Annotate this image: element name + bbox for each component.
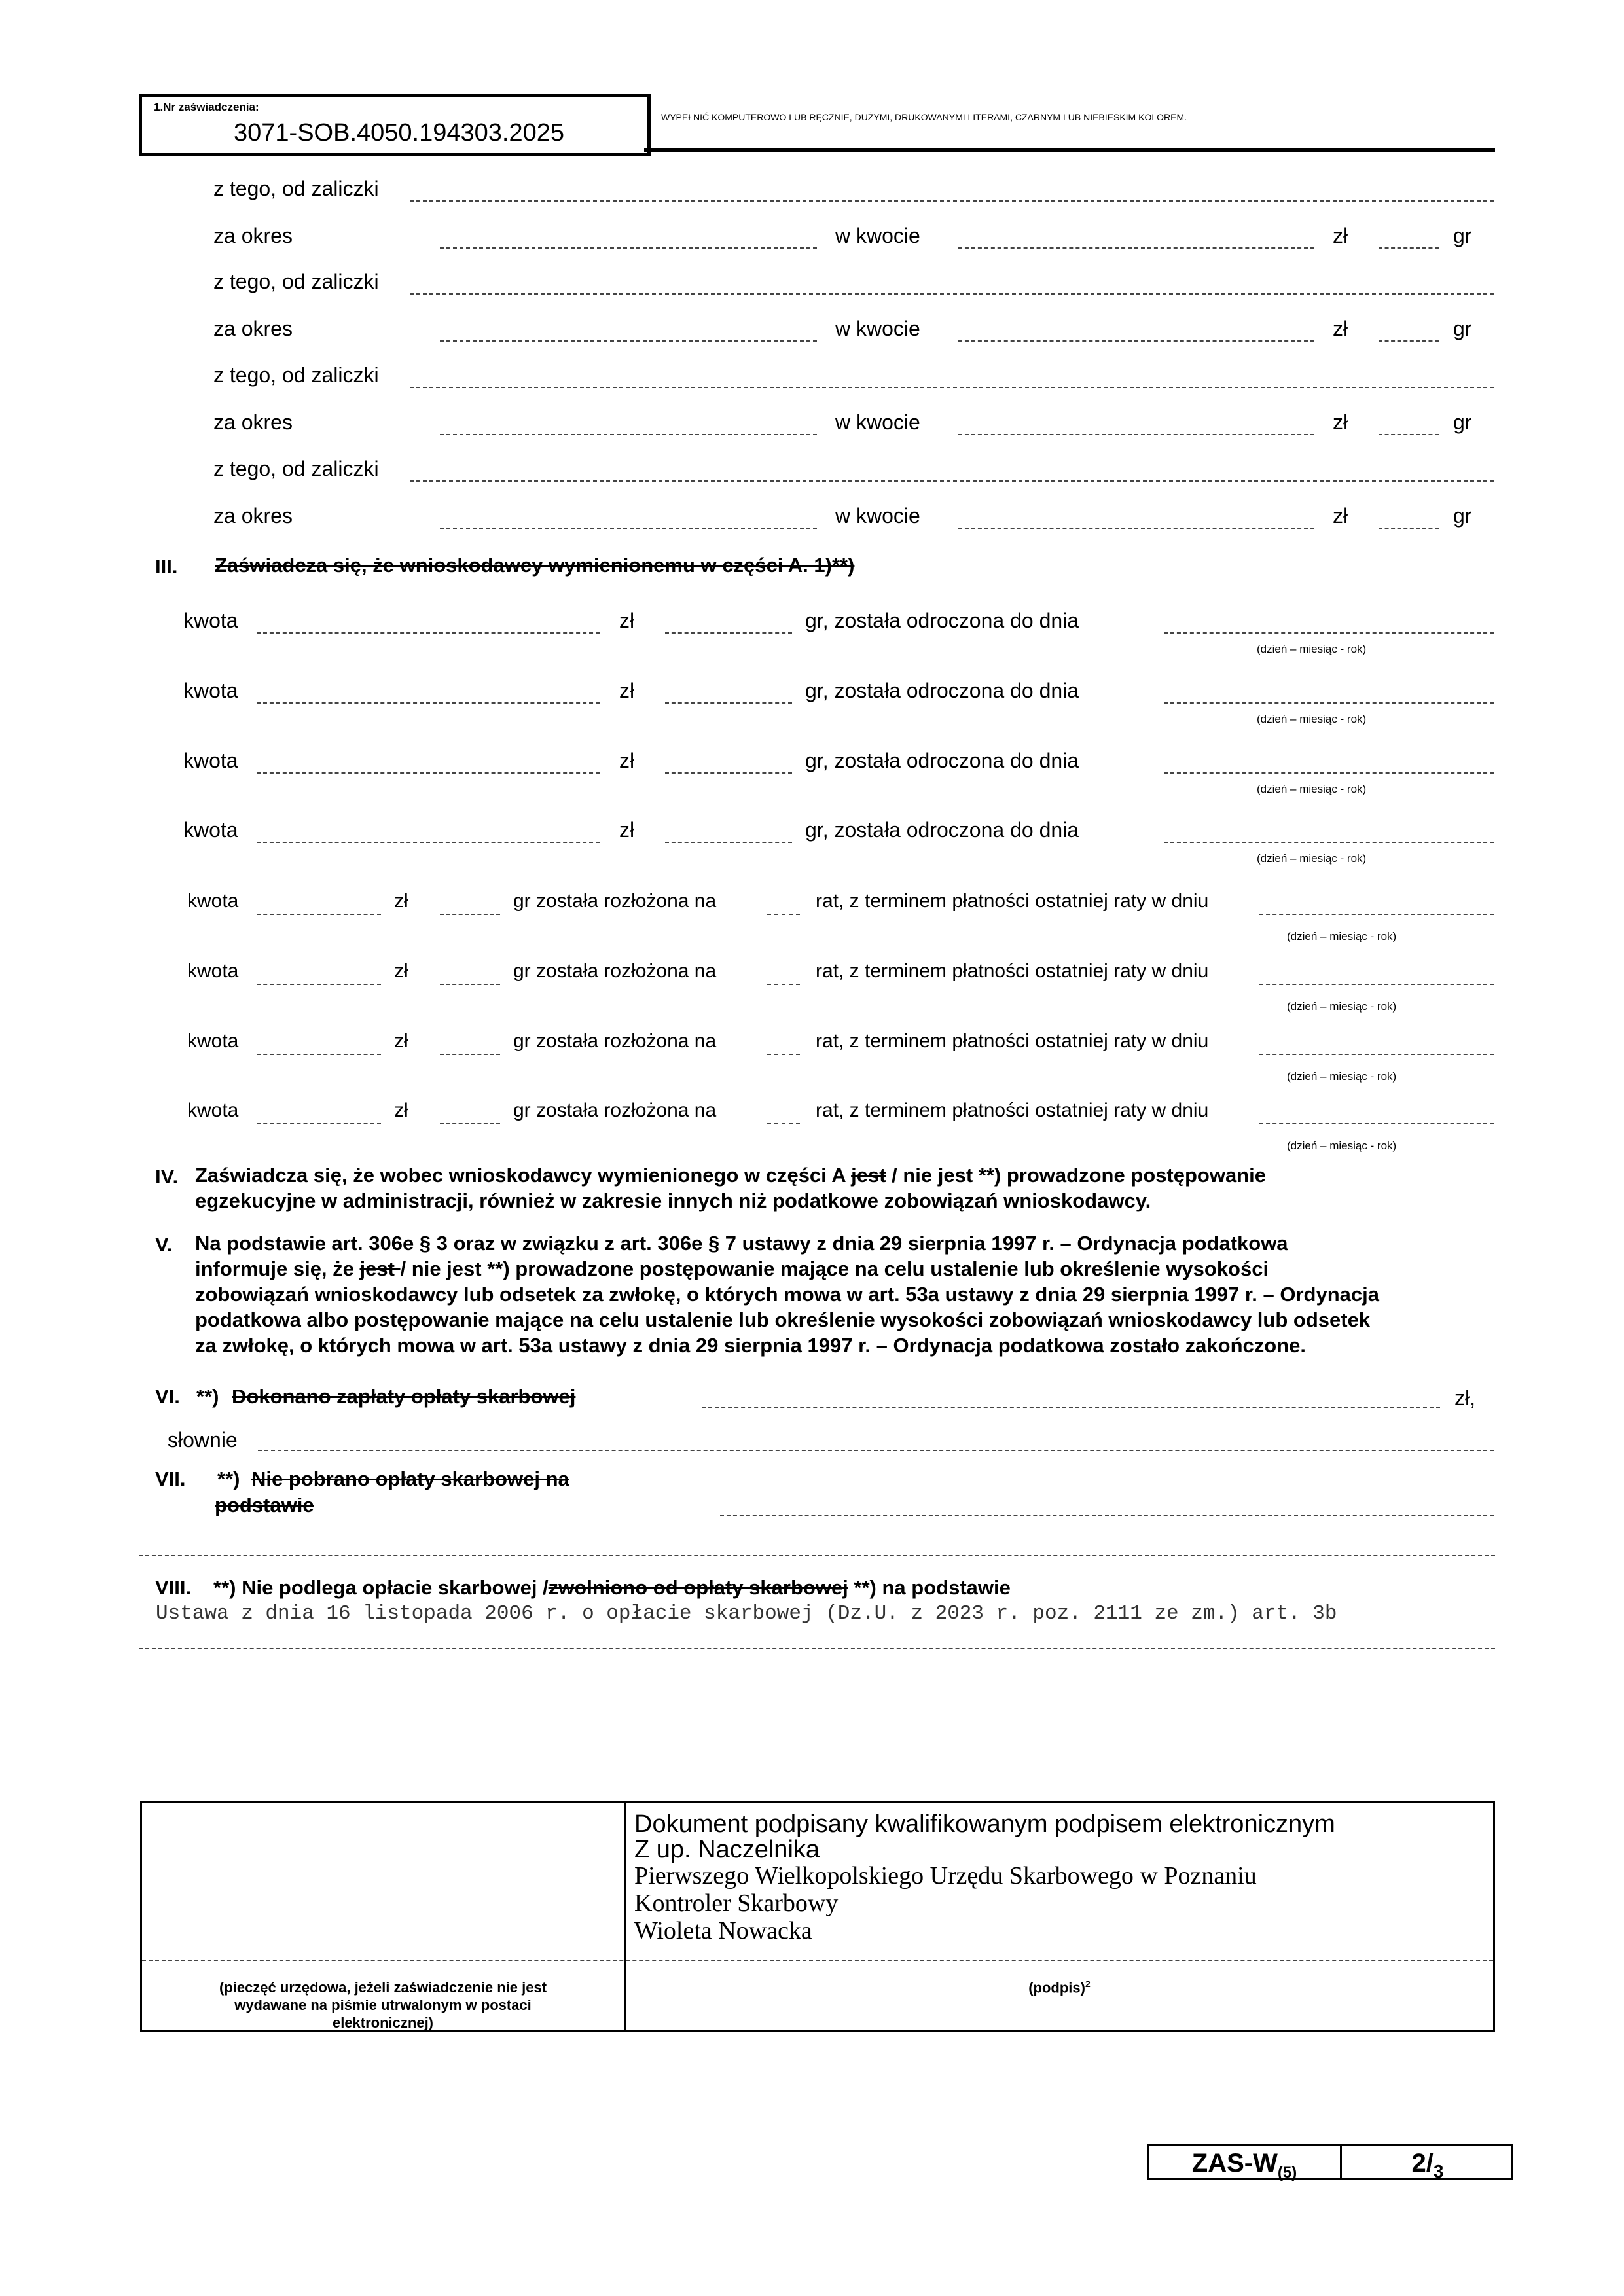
section-viii-text-strike: zwolniono od opłaty skarbowej — [548, 1576, 848, 1599]
deferral-text-1: gr, została odroczona do dnia — [805, 609, 1079, 632]
section-iv-line1-strike: jest — [851, 1164, 886, 1187]
installment-kwota-label-1: kwota — [187, 890, 239, 912]
deferral-zl-label-3: zł — [619, 749, 635, 772]
advance-label-1: z tego, od zaliczki — [213, 177, 379, 200]
amount-gr-field-3[interactable] — [1379, 434, 1439, 435]
installment-count-field-4[interactable] — [767, 1123, 800, 1124]
deferral-date-field-4[interactable] — [1164, 842, 1494, 843]
installment-gr-field-4[interactable] — [440, 1123, 500, 1124]
section-iii-title: Zaświadcza się, że wnioskodawcy wymienionemu w części A. 1)**) — [215, 554, 855, 577]
header-rule — [644, 148, 1495, 152]
installment-date-field-4[interactable] — [1259, 1123, 1494, 1124]
installment-date-hint-4: (dzień – miesiąc - rok) — [1287, 1139, 1397, 1152]
amount-gr-field-4[interactable] — [1379, 528, 1439, 529]
deferral-gr-field-2[interactable] — [665, 702, 792, 704]
installment-zl-label-3: zł — [394, 1030, 408, 1052]
deferral-text-2: gr, została odroczona do dnia — [805, 679, 1079, 702]
deferral-gr-field-4[interactable] — [665, 842, 792, 843]
installment-rest-text-3: rat, z terminem płatności ostatniej raty w dniu — [816, 1030, 1209, 1052]
section-vi-words-label: słownie — [168, 1428, 238, 1452]
section-viii-text-b: **) na podstawie — [848, 1576, 1011, 1599]
period-field-1[interactable] — [440, 247, 817, 249]
section-vi-zl-label: zł, — [1454, 1386, 1475, 1410]
deferral-date-hint-3: (dzień – miesiąc - rok) — [1257, 783, 1367, 795]
section-iv-line2: egzekucyjne w administracji, również w zakresie innych niż podatkowe zobowiązań wnioskodawcy. — [195, 1189, 1151, 1212]
deferral-kwota-label-1: kwota — [183, 609, 238, 632]
deferral-text-4: gr, została odroczona do dnia — [805, 818, 1079, 842]
installment-date-hint-2: (dzień – miesiąc - rok) — [1287, 1000, 1397, 1013]
deferral-zl-label-4: zł — [619, 818, 635, 842]
deferral-zl-field-2[interactable] — [257, 702, 600, 704]
signature-line-1: Dokument podpisany kwalifikowanym podpisem elektronicznym — [634, 1810, 1335, 1838]
section-vii-prefix: **) — [217, 1467, 240, 1490]
section-v-line4: podatkowa albo postępowanie mające na celu ustalenie lub określenie wysokości zobowiązań wnioskodawcy lub odsetek — [195, 1308, 1371, 1331]
advance-field-1[interactable] — [410, 200, 1494, 202]
installment-rest-text-1: rat, z terminem płatności ostatniej raty w dniu — [816, 890, 1209, 912]
installment-kwota-label-4: kwota — [187, 1100, 239, 1121]
stamp-caption-3: elektronicznej) — [332, 2015, 434, 2031]
fee-basis-line[interactable] — [720, 1515, 1494, 1516]
period-label-1: za okres — [213, 224, 293, 247]
deferral-zl-label-2: zł — [619, 679, 635, 702]
period-field-4[interactable] — [440, 528, 817, 529]
deferral-zl-field-1[interactable] — [257, 632, 600, 634]
deferral-zl-label-1: zł — [619, 609, 635, 632]
amount-gr-label-2: gr — [1453, 317, 1472, 340]
deferral-text-3: gr, została odroczona do dnia — [805, 749, 1079, 772]
advance-field-2[interactable] — [410, 293, 1494, 295]
section-vii-number: VII. — [155, 1467, 186, 1490]
amount-gr-label-4: gr — [1453, 504, 1472, 528]
installment-zl-field-1[interactable] — [257, 914, 381, 915]
stamp-caption-2: wydawane na piśmie utrwalonym w postaci — [234, 1997, 532, 2013]
installment-zl-field-2[interactable] — [257, 984, 381, 985]
installment-gr-field-3[interactable] — [440, 1054, 500, 1055]
advance-label-3: z tego, od zaliczki — [213, 363, 379, 387]
installment-date-hint-1: (dzień – miesiąc - rok) — [1287, 930, 1397, 942]
amount-label-1: w kwocie — [835, 224, 920, 247]
page-number — [1342, 2150, 1513, 2181]
signature-caption — [626, 1979, 1493, 1996]
signature-line-5: Wioleta Nowacka — [634, 1917, 812, 1945]
section-v-number: V. — [155, 1233, 173, 1256]
installment-gr-field-2[interactable] — [440, 984, 500, 985]
stamp-caption — [142, 1979, 624, 2032]
section-viii-number: VIII. — [155, 1576, 192, 1599]
period-label-3: za okres — [213, 410, 293, 434]
form-version: (5) — [1277, 2164, 1297, 2181]
section-iv-line1-a: Zaświadcza się, że wobec wnioskodawcy wymienionego w części A — [195, 1164, 852, 1187]
installment-zl-label-1: zł — [394, 890, 408, 912]
deferral-kwota-label-4: kwota — [183, 818, 238, 842]
section-iv-text — [195, 1162, 1266, 1213]
deferral-date-field-1[interactable] — [1164, 632, 1494, 634]
installment-date-hint-3: (dzień – miesiąc - rok) — [1287, 1070, 1397, 1083]
fee-amount-line[interactable] — [702, 1407, 1440, 1408]
deferral-date-hint-2: (dzień – miesiąc - rok) — [1257, 713, 1367, 725]
installment-rest-text-4: rat, z terminem płatności ostatniej raty w dniu — [816, 1100, 1209, 1121]
installment-kwota-label-3: kwota — [187, 1030, 239, 1052]
installment-zl-field-3[interactable] — [257, 1054, 381, 1055]
amount-zl-field-2[interactable] — [958, 340, 1314, 342]
separator-line-2 — [139, 1648, 1495, 1649]
signature-block — [634, 1811, 1335, 1945]
deferral-date-field-3[interactable] — [1164, 772, 1494, 774]
installment-count-field-1[interactable] — [767, 914, 800, 915]
section-v-line1: Na podstawie art. 306e § 3 oraz w związku z art. 306e § 7 ustawy z dnia 29 sierpnia 1997 r. – Ordynacja podatkowa — [195, 1232, 1288, 1255]
deferral-kwota-label-3: kwota — [183, 749, 238, 772]
installment-gr-text-3: gr została rozłożona na — [513, 1030, 717, 1052]
signature-caption-footnote: 2 — [1085, 1979, 1091, 1989]
form-code-text: ZAS-W — [1191, 2149, 1278, 2178]
amount-zl-field-3[interactable] — [958, 434, 1314, 435]
amount-zl-label-1: zł — [1333, 224, 1348, 247]
deferral-zl-field-4[interactable] — [257, 842, 600, 843]
form-code-box — [1147, 2144, 1513, 2180]
installment-count-field-2[interactable] — [767, 984, 800, 985]
period-label-2: za okres — [213, 317, 293, 340]
deferral-date-field-2[interactable] — [1164, 702, 1494, 704]
section-vii-title-line1: Nie pobrano opłaty skarbowej na — [251, 1467, 569, 1490]
amount-gr-field-1[interactable] — [1379, 247, 1439, 249]
signature-line-4: Kontroler Skarbowy — [634, 1890, 839, 1917]
installment-count-field-3[interactable] — [767, 1054, 800, 1055]
installment-date-field-3[interactable] — [1259, 1054, 1494, 1055]
separator-line-1 — [139, 1555, 1495, 1556]
installment-zl-label-4: zł — [394, 1100, 408, 1121]
installment-date-field-1[interactable] — [1259, 914, 1494, 915]
deferral-zl-field-3[interactable] — [257, 772, 600, 774]
section-v-line2-b: / nie jest **) prowadzone postępowanie mające na celu ustalenie lub określenie wysokości — [400, 1257, 1269, 1280]
stamp-caption-1: (pieczęć urzędowa, jeżeli zaświadczenie nie jest — [219, 1979, 547, 1996]
section-vi-prefix: **) — [196, 1385, 219, 1408]
installment-gr-text-4: gr została rozłożona na — [513, 1100, 717, 1121]
page-total: 3 — [1433, 2161, 1444, 2181]
amount-gr-field-2[interactable] — [1379, 340, 1439, 342]
advance-label-4: z tego, od zaliczki — [213, 457, 379, 480]
section-viii-basis: Ustawa z dnia 16 listopada 2006 r. o opłacie skarbowej (Dz.U. z 2023 r. poz. 2111 ze zm.) art. 3b — [156, 1602, 1337, 1625]
installment-kwota-label-2: kwota — [187, 960, 239, 982]
certificate-number-label: 1.Nr zaświadczenia: — [154, 101, 259, 113]
amount-zl-field-4[interactable] — [958, 528, 1314, 529]
installment-zl-field-4[interactable] — [257, 1123, 381, 1124]
section-iii-number: III. — [155, 555, 178, 578]
installment-gr-field-1[interactable] — [440, 914, 500, 915]
form-code — [1149, 2150, 1340, 2181]
advance-label-2: z tego, od zaliczki — [213, 270, 379, 293]
section-iv-line1-b: / nie jest **) prowadzone postępowanie — [886, 1164, 1267, 1187]
amount-zl-label-2: zł — [1333, 317, 1348, 340]
fill-instruction: WYPEŁNIĆ KOMPUTEROWO LUB RĘCZNIE, DUŻYMI, DRUKOWANYMI LITERAMI, CZARNYM LUB NIEBIESKIM KOLOREM. — [661, 112, 1187, 122]
period-label-4: za okres — [213, 504, 293, 528]
amount-gr-label-1: gr — [1453, 224, 1472, 247]
signature-line-2: Z up. Naczelnika — [634, 1836, 820, 1863]
section-v-line5: za zwłokę, o których mowa w art. 53a ustawy z dnia 29 sierpnia 1997 r. – Ordynacja podatkowa zostało zakończone. — [195, 1334, 1306, 1357]
section-viii-text — [213, 1577, 1011, 1598]
advance-field-4[interactable] — [410, 480, 1494, 482]
deferral-kwota-label-2: kwota — [183, 679, 238, 702]
amount-zl-label-4: zł — [1333, 504, 1348, 528]
signature-line-3: Pierwszego Wielkopolskiego Urzędu Skarbowego w Poznaniu — [634, 1862, 1257, 1890]
section-vi-number: VI. — [155, 1385, 180, 1408]
amount-gr-label-3: gr — [1453, 410, 1472, 434]
period-field-3[interactable] — [440, 434, 817, 435]
section-vi-title: Dokonano zapłaty opłaty skarbowej — [232, 1385, 576, 1408]
amount-zl-label-3: zł — [1333, 410, 1348, 434]
period-field-2[interactable] — [440, 340, 817, 342]
certificate-number-value: 3071-SOB.4050.194303.2025 — [234, 119, 564, 147]
installment-date-field-2[interactable] — [1259, 984, 1494, 985]
advance-field-3[interactable] — [410, 387, 1494, 388]
section-v-line2-a: informuje się, że — [195, 1257, 360, 1280]
section-v-line2-strike: jest — [359, 1257, 401, 1280]
signature-table — [140, 1801, 1495, 2032]
installment-rest-text-2: rat, z terminem płatności ostatniej raty w dniu — [816, 960, 1209, 982]
certificate-number-box — [139, 94, 651, 156]
amount-label-2: w kwocie — [835, 317, 920, 340]
signature-table-caption-rule — [142, 1960, 1493, 1961]
page-number-text: 2/ — [1411, 2149, 1434, 2178]
deferral-gr-field-3[interactable] — [665, 772, 792, 774]
amount-label-4: w kwocie — [835, 504, 920, 528]
installment-gr-text-1: gr została rozłożona na — [513, 890, 717, 912]
section-v-text — [195, 1230, 1379, 1358]
deferral-gr-field-1[interactable] — [665, 632, 792, 634]
installment-zl-label-2: zł — [394, 960, 408, 982]
fee-in-words-line[interactable] — [258, 1450, 1494, 1451]
section-v-line3: zobowiązań wnioskodawcy lub odsetek za zwłokę, o których mowa w art. 53a ustawy z dnia 29 sierpnia 1997 r. – Ordynacja — [195, 1283, 1379, 1306]
deferral-date-hint-4: (dzień – miesiąc - rok) — [1257, 852, 1367, 865]
signature-caption-text: (podpis) — [1028, 1979, 1085, 1996]
amount-zl-field-1[interactable] — [958, 247, 1314, 249]
section-iv-number: IV. — [155, 1165, 179, 1188]
deferral-date-hint-1: (dzień – miesiąc - rok) — [1257, 643, 1367, 655]
amount-label-3: w kwocie — [835, 410, 920, 434]
section-viii-text-a: **) Nie podlega opłacie skarbowej / — [213, 1576, 549, 1599]
section-vii-title-line2: podstawie — [215, 1494, 314, 1516]
installment-gr-text-2: gr została rozłożona na — [513, 960, 717, 982]
